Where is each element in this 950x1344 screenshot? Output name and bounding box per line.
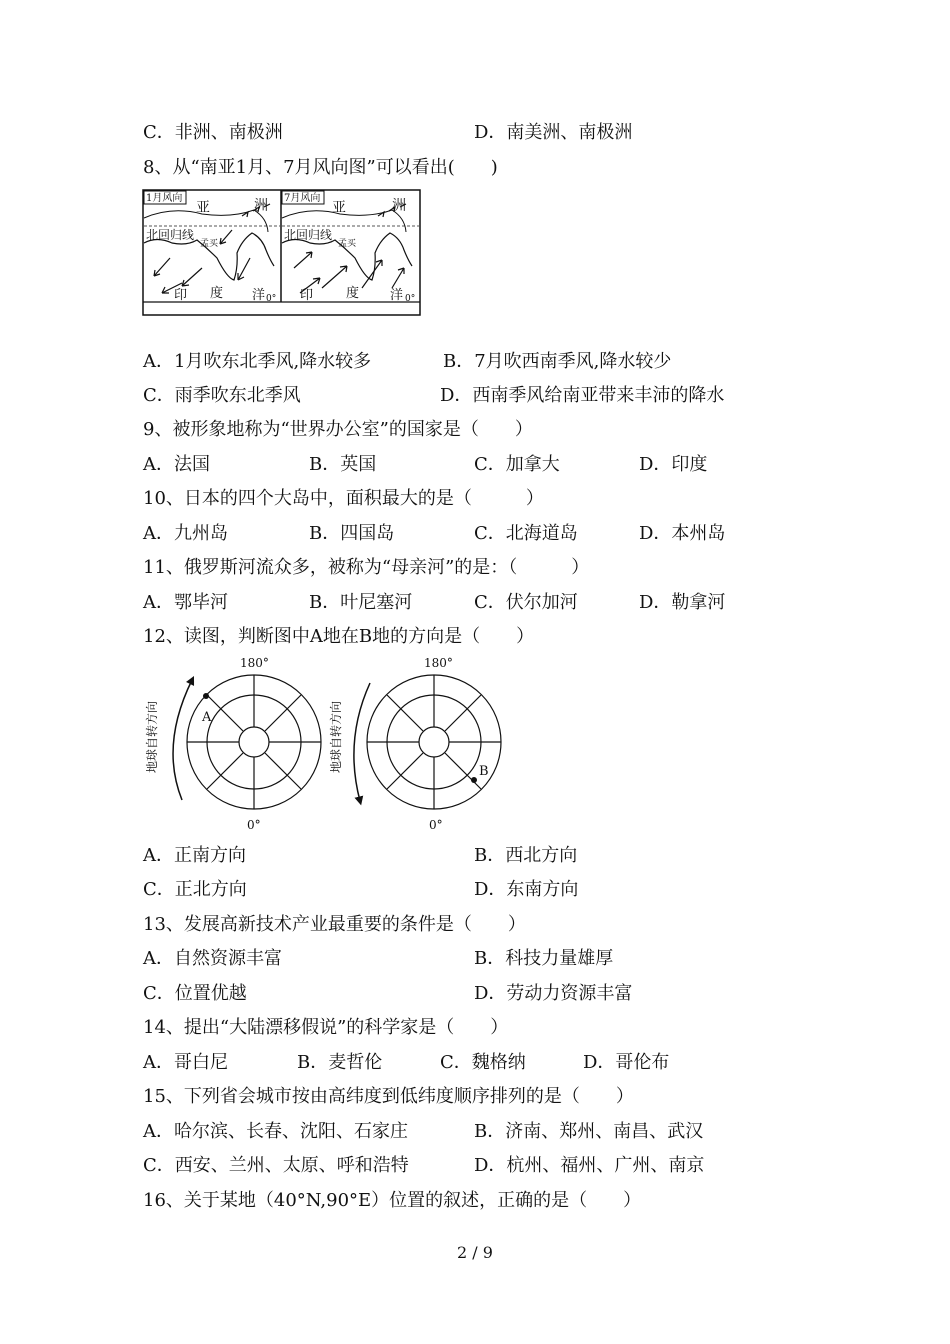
right-rotation-label: 地球自转方向 — [329, 700, 343, 773]
point-a-label: A — [202, 710, 212, 725]
left-rotation-label: 地球自转方向 — [145, 700, 159, 773]
polar-view-figure — [142, 655, 532, 833]
q14-option-b: B．麦哲伦 — [297, 1052, 383, 1073]
map-tropic-right: 北回归线 — [284, 228, 333, 242]
q9-option-b: B．英国 — [309, 454, 377, 475]
q11-option-c: C．伏尔加河 — [474, 592, 578, 613]
map-asia-left-1: 亚 — [196, 200, 210, 216]
map-asia-left-2: 洲 — [254, 198, 268, 214]
q9-option-d: D．印度 — [639, 454, 708, 475]
q12-option-b: B．西北方向 — [474, 845, 578, 866]
map-ocean-left-1: 印 — [174, 288, 188, 303]
q8-option-a: A．1月吹东北季风,降水较多 — [143, 351, 372, 372]
q11-option-b: B．叶尼塞河 — [309, 592, 413, 613]
q10-option-d: D．本州岛 — [639, 523, 726, 544]
q10-option-c: C．北海道岛 — [474, 523, 578, 544]
map-eq-right: 0° — [405, 294, 416, 304]
left-top-label: 180° — [240, 656, 269, 670]
left-bottom-label: 0° — [247, 818, 261, 832]
q11-option-d: D．勒拿河 — [639, 592, 726, 613]
q16-stem: 16、关于某地（40°N,90°E）位置的叙述，正确的是（ ） — [143, 1190, 642, 1211]
q8-stem: 8、从“南亚1月、7月风向图”可以看出( ) — [143, 157, 498, 178]
page-number: 2 / 9 — [457, 1243, 493, 1262]
q15-option-a: A．哈尔滨、长春、沈阳、石家庄 — [143, 1121, 408, 1142]
point-b-label: B — [479, 764, 489, 779]
map-ocean-right-1: 印 — [300, 288, 314, 303]
q7-option-d: D．南美洲、南极洲 — [474, 122, 633, 143]
jan-title: 1月风向 — [146, 193, 183, 204]
map-tropic-left: 北回归线 — [146, 228, 195, 242]
map-eq-left: 0° — [266, 294, 277, 304]
q12-option-d: D．东南方向 — [474, 879, 579, 900]
map-asia-right-2: 洲 — [392, 198, 406, 214]
q14-stem: 14、提出“大陆漂移假说”的科学家是（ ） — [143, 1017, 509, 1038]
right-bottom-label: 0° — [429, 818, 443, 832]
q15-stem: 15、下列省会城市按由高纬度到低纬度顺序排列的是（ ） — [143, 1086, 634, 1107]
q15-option-d: D．杭州、福州、广州、南京 — [474, 1155, 705, 1176]
q10-option-a: A．九州岛 — [143, 523, 228, 544]
q12-stem: 12、读图，判断图中A地在B地的方向是（ ） — [143, 626, 535, 647]
map-ocean-left-2: 度 — [210, 286, 224, 301]
q11-option-a: A．鄂毕河 — [143, 592, 228, 613]
map-city-right: 孟买 — [338, 239, 357, 249]
q10-option-b: B．四国岛 — [309, 523, 395, 544]
q13-option-b: B．科技力量雄厚 — [474, 948, 614, 969]
q7-option-c: C．非洲、南极洲 — [143, 122, 283, 143]
q13-option-c: C．位置优越 — [143, 983, 247, 1004]
south-asia-wind-map — [142, 188, 422, 318]
q12-option-c: C．正北方向 — [143, 879, 247, 900]
map-asia-right-1: 亚 — [332, 200, 346, 216]
q9-option-c: C．加拿大 — [474, 454, 560, 475]
q8-option-b: B．7月吹西南季风,降水较少 — [443, 351, 672, 372]
q13-option-d: D．劳动力资源丰富 — [474, 983, 633, 1004]
q13-option-a: A．自然资源丰富 — [143, 948, 282, 969]
q11-stem: 11、俄罗斯河流众多，被称为“母亲河”的是：（ ） — [143, 557, 590, 578]
q14-option-d: D．哥伦布 — [583, 1052, 670, 1073]
q9-option-a: A．法国 — [143, 454, 210, 475]
right-top-label: 180° — [424, 656, 453, 670]
q15-option-b: B．济南、郑州、南昌、武汉 — [474, 1121, 704, 1142]
q10-stem: 10、日本的四个大岛中，面积最大的是（ ） — [143, 488, 544, 509]
q8-option-c: C．雨季吹东北季风 — [143, 385, 301, 406]
q15-option-c: C．西安、兰州、太原、呼和浩特 — [143, 1155, 409, 1176]
q14-option-c: C．魏格纳 — [440, 1052, 526, 1073]
q12-option-a: A．正南方向 — [143, 845, 246, 866]
jul-title: 7月风向 — [284, 193, 321, 204]
map-ocean-right-3: 洋 — [390, 288, 404, 303]
q13-stem: 13、发展高新技术产业最重要的条件是（ ） — [143, 914, 526, 935]
map-city-left: 孟买 — [200, 239, 219, 249]
map-ocean-left-3: 洋 — [252, 288, 266, 303]
q14-option-a: A．哥白尼 — [143, 1052, 228, 1073]
q9-stem: 9、被形象地称为“世界办公室”的国家是（ ） — [143, 419, 533, 440]
q8-option-d: D．西南季风给南亚带来丰沛的降水 — [440, 385, 725, 406]
map-ocean-right-2: 度 — [346, 286, 360, 301]
